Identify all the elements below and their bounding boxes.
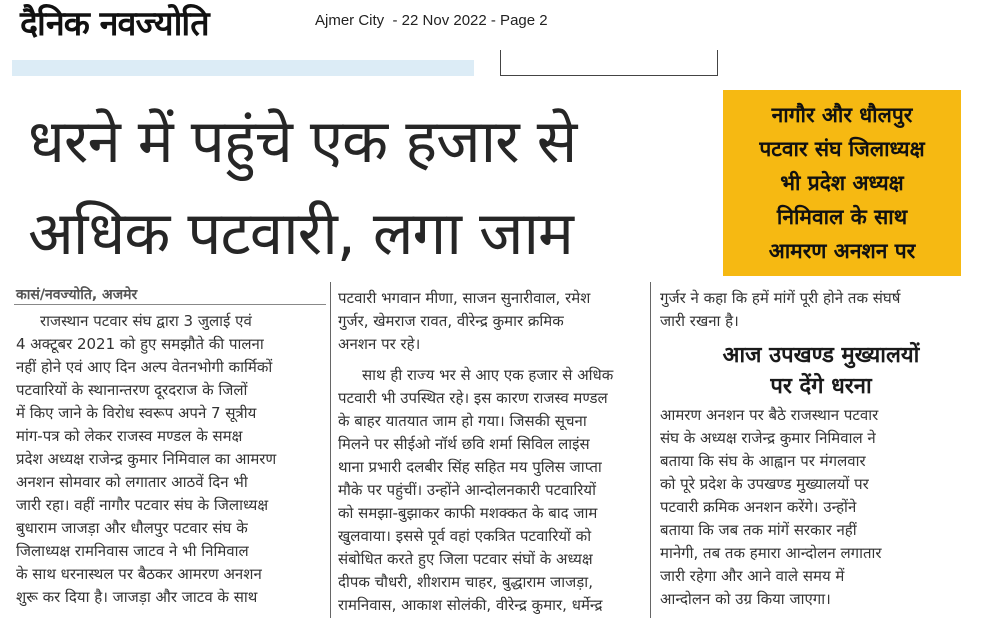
text-line: मांग-पत्र को लेकर राजस्व मण्डल के समक्ष — [16, 427, 243, 445]
side-highlight-box — [723, 90, 961, 276]
article-column-2 — [338, 287, 640, 617]
article-column-3-top — [660, 287, 975, 333]
text-line: रामनिवास, आकाश सोलंकी, वीरेन्द्र कुमार, धर्मेन्द्र — [338, 596, 603, 614]
text-line: बताया कि संघ के आह्वान पर मंगलवार — [660, 452, 866, 470]
text-line: के बाहर यातयात जाम हो गया। जिसकी सूचना — [338, 412, 587, 430]
byline-rule — [14, 304, 326, 305]
text-line: में किए जाने के विरोध स्वरूप अपने 7 सूत्रीय — [16, 404, 257, 422]
byline: कासं/नवज्योति, अजमेर — [16, 287, 138, 303]
text-line: पटवारी भी उपस्थित रहे। इस कारण राजस्व मण्डल — [338, 389, 608, 407]
previous-article-box — [500, 50, 718, 76]
text-line: मानेगी, तब तक हमारा आन्दोलन लगातार — [660, 544, 882, 562]
column-divider — [330, 282, 331, 618]
text-line: को समझा-बुझाकर काफी मशक्कत के बाद जाम — [338, 504, 598, 522]
text-line: पटवारी क्रमिक अनशन करेंगे। उन्होंने — [660, 498, 857, 516]
text-line: अनशन पर रहे। — [338, 335, 421, 353]
side-box-line: आमरण अनशन पर — [768, 239, 916, 263]
text-line: जारी रखना है। — [660, 312, 739, 330]
side-box-line: नागौर और धौलपुर — [771, 103, 913, 127]
text-line: शुरू कर दिया है। जाजड़ा और जाटव के साथ — [16, 588, 258, 606]
subheading-line: पर देंगे धरना — [770, 374, 872, 399]
text-line: खुलवाया। इससे पूर्व वहां एकत्रित पटवारियों को — [338, 527, 592, 545]
headline — [28, 96, 718, 280]
article-column-3-bottom — [660, 404, 975, 611]
edition-info: Ajmer City - 22 Nov 2022 - Page 2 — [315, 12, 548, 29]
text-line: मौके पर पहुंचीं। उन्होंने आन्दोलनकारी पटवारियों — [338, 481, 596, 499]
text-line: गुर्जर ने कहा कि हमें मांगें पूरी होने तक संघर्ष — [660, 289, 901, 307]
text-line: पटवारी भगवान मीणा, साजन सुनारीवाल, रमेश — [338, 289, 591, 307]
side-box-line: निमिवाल के साथ — [776, 205, 908, 229]
text-line: साथ ही राज्य भर से आए एक हजार से अधिक — [362, 366, 614, 384]
newspaper-masthead: दैनिक नवज्योति — [20, 4, 209, 44]
headline-line: धरने में पहुंचे एक हजार से — [28, 107, 577, 177]
text-line: आन्दोलन को उग्र किया जाएगा। — [660, 590, 831, 608]
text-line: 4 अक्टूबर 2021 को हुए समझौते की पालना — [16, 335, 264, 353]
headline-line: अधिक पटवारी, लगा जाम — [28, 199, 573, 269]
text-line: मिलने पर सीईओ नॉर्थ छवि शर्मा सिविल लाइंस — [338, 435, 590, 453]
side-box-line: पटवार संघ जिलाध्यक्ष — [759, 137, 925, 161]
text-line: नहीं होने एवं आए दिन अल्प वेतनभोगी कार्मिकों — [16, 358, 273, 376]
side-box-line: भी प्रदेश अध्यक्ष — [780, 171, 904, 195]
text-line: जारी रहेगा और आने वाले समय में — [660, 567, 845, 585]
text-line: जारी रहा। वहीं नागौर पटवार संघ के जिलाध्यक्ष — [16, 496, 269, 514]
column-divider — [650, 282, 651, 618]
text-line: थाना प्रभारी दलबीर सिंह सहित मय पुलिस जाप्ता — [338, 458, 602, 476]
text-line: पटवारियों के स्थानान्तरण दूरदराज के जिलों — [16, 381, 248, 399]
text-line: जिलाध्यक्ष रामनिवास जाटव ने भी निमिवाल — [16, 542, 249, 560]
text-line: को पूरे प्रदेश के उपखण्ड मुख्यालयों पर — [660, 475, 869, 493]
text-line: प्रदेश अध्यक्ष राजेन्द्र कुमार निमिवाल का आमरण — [16, 450, 277, 468]
subheading — [662, 340, 980, 402]
text-line: राजस्थान पटवार संघ द्वारा 3 जुलाई एवं — [40, 312, 252, 330]
subheading-line: आज उपखण्ड मुख्यालयों — [722, 343, 920, 368]
text-line: अनशन सोमवार को लगातार आठवें दिन भी — [16, 473, 248, 491]
text-line: संबोधित करते हुए जिला पटवार संघों के अध्यक्ष — [338, 550, 593, 568]
text-line: गुर्जर, खेमराज रावत, वीरेन्द्र कुमार क्रमिक — [338, 312, 564, 330]
text-line: संघ के अध्यक्ष राजेन्द्र कुमार निमिवाल ने — [660, 429, 876, 447]
article-column-1 — [16, 310, 316, 609]
text-line: बताया कि जब तक मांगें सरकार नहीं — [660, 521, 857, 539]
text-line: आमरण अनशन पर बैठे राजस्थान पटवार — [660, 406, 879, 424]
previous-article-strip — [12, 60, 474, 76]
text-line: के साथ धरनास्थल पर बैठकर आमरण अनशन — [16, 565, 262, 583]
text-line: दीपक चौधरी, शीशराम चाहर, बुद्धाराम जाजड़ा, — [338, 573, 593, 591]
text-line: बुधाराम जाजड़ा और धौलपुर पटवार संघ के — [16, 519, 248, 537]
